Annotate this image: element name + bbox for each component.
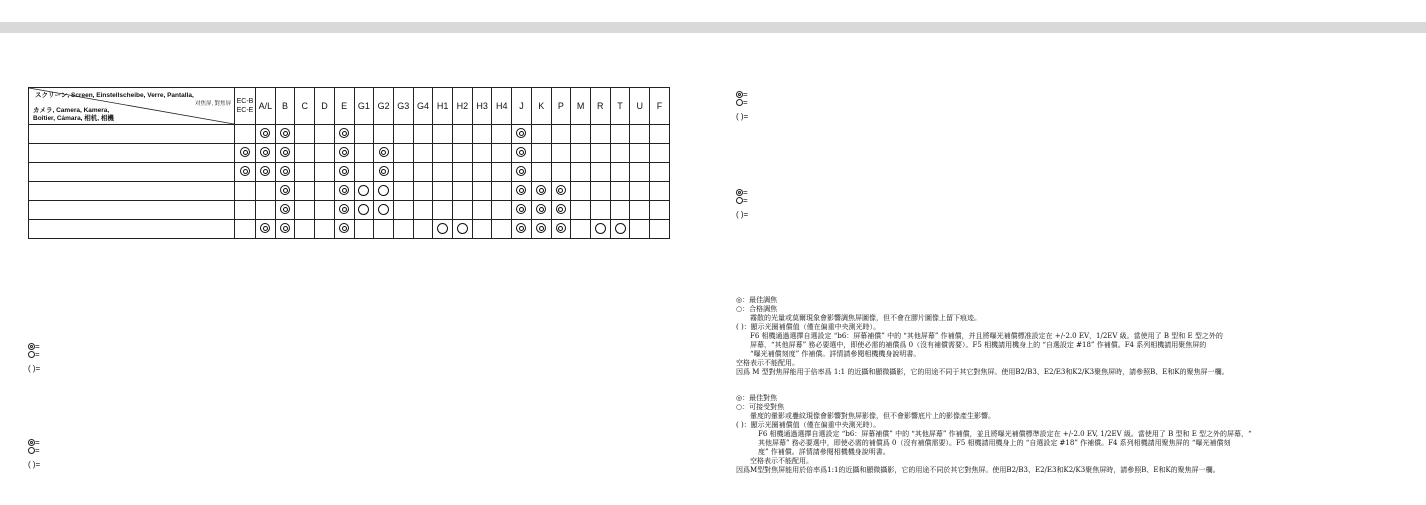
table-cell — [590, 125, 610, 144]
column-header: G2 — [374, 88, 394, 125]
table-cell — [433, 201, 453, 220]
table-cell — [512, 144, 532, 163]
table-cell — [492, 125, 512, 144]
table-cell — [354, 182, 374, 201]
table-cell — [433, 144, 453, 163]
table-cell — [571, 220, 591, 239]
column-header: A/L — [256, 88, 276, 125]
table-cell — [393, 220, 413, 239]
table-cell — [590, 182, 610, 201]
table-cell — [630, 163, 650, 182]
circle-icon — [615, 223, 626, 234]
table-cell — [650, 144, 670, 163]
camera-label-cell — [29, 125, 235, 144]
table-cell — [235, 182, 256, 201]
note-line: 因爲M型對焦屏能用於倍率爲1:1的近攝和顯微攝影，它的用途不同於其它對焦屏。使用B2/B3、E2/E3和K2/K3聚焦屏時，請參照B、E和K的聚焦屏一欄。 — [736, 466, 1220, 474]
table-cell — [571, 144, 591, 163]
table-cell — [393, 144, 413, 163]
table-cell — [374, 144, 394, 163]
table-cell — [453, 201, 473, 220]
double-circle-icon — [516, 147, 526, 157]
double-circle-icon — [260, 128, 270, 138]
table-cell — [492, 182, 512, 201]
double-circle-icon — [280, 147, 290, 157]
double-circle-icon — [516, 128, 526, 138]
table-row — [29, 220, 670, 239]
table-cell — [610, 144, 630, 163]
column-header: H2 — [453, 88, 473, 125]
notes-simplified — [736, 296, 1406, 377]
legend-paren: ( )= — [28, 364, 41, 373]
table-cell — [630, 201, 650, 220]
ec-e-label: EC-E — [236, 107, 254, 114]
double-circle-icon — [339, 204, 349, 214]
double-circle-icon — [736, 91, 743, 98]
table-cell — [571, 125, 591, 144]
notes-traditional — [736, 394, 1406, 475]
table-cell — [512, 220, 532, 239]
table-cell — [256, 163, 276, 182]
table-cell — [393, 182, 413, 201]
table-cell — [374, 182, 394, 201]
double-circle-icon — [379, 147, 389, 157]
table-cell — [235, 125, 256, 144]
table-cell — [492, 144, 512, 163]
note-line: ○：可接受對焦 — [736, 403, 785, 411]
table-cell — [472, 163, 492, 182]
table-cell — [256, 125, 276, 144]
table-cell — [571, 163, 591, 182]
double-circle-icon — [339, 128, 349, 138]
table-cell — [393, 125, 413, 144]
table-cell — [551, 125, 571, 144]
table-cell — [453, 125, 473, 144]
table-cell — [295, 163, 315, 182]
double-circle-icon — [280, 166, 290, 176]
table-cell — [453, 220, 473, 239]
double-circle-icon — [556, 204, 566, 214]
note-line: 屏幕，“其他屏幕” 務必要選中，即使必需的補償爲 0（沒有補償需要）。F5 相機請用機身上的 “自選設定 #18” 作補償。F4 系列相機請用聚焦屏的 — [750, 341, 1207, 349]
circle-icon — [358, 185, 369, 196]
note-line: 空格表示不能配用。 — [736, 359, 799, 367]
legend-paren: ( )= — [736, 112, 749, 121]
note-line: 因爲 M 型對焦屏能用于倍率爲 1:1 的近攝和顯微攝影，它的用途不同于其它對焦屏。使用B2/B3、E2/E3和K2/K3聚焦屏時，請參照B、E和K的聚焦屏一欄。 — [736, 368, 1229, 376]
circle-icon — [28, 351, 35, 358]
table-cell — [512, 163, 532, 182]
table-cell — [413, 125, 433, 144]
table-cell — [413, 182, 433, 201]
circle-icon — [437, 223, 448, 234]
column-header: M — [571, 88, 591, 125]
table-cell — [235, 220, 256, 239]
diagonal-header-cell — [29, 88, 235, 125]
double-circle-icon — [516, 223, 526, 233]
table-cell — [650, 201, 670, 220]
camera-label-cell — [29, 163, 235, 182]
legend-eq: = — [743, 187, 748, 197]
column-header: D — [315, 88, 335, 125]
column-header: U — [630, 88, 650, 125]
column-header: C — [295, 88, 315, 125]
table-cell — [235, 201, 256, 220]
table-cell — [256, 182, 276, 201]
table-cell — [354, 144, 374, 163]
table-cell — [531, 182, 551, 201]
table-cell — [610, 220, 630, 239]
ec-header-cell — [235, 88, 256, 125]
note-line: 度” 作補償。詳情請參閱相機機身說明書。 — [758, 448, 890, 456]
table-cell — [472, 220, 492, 239]
table-cell — [413, 163, 433, 182]
header-screen-zh-label: 对焦屏, 對焦屏 — [194, 101, 231, 107]
table-cell — [256, 201, 276, 220]
legend-block-2 — [28, 438, 40, 469]
table-cell — [551, 163, 571, 182]
table-cell — [531, 125, 551, 144]
table-cell — [334, 144, 354, 163]
table-cell — [295, 125, 315, 144]
double-circle-icon — [280, 204, 290, 214]
double-circle-icon — [28, 343, 35, 350]
table-cell — [315, 125, 335, 144]
legend-block-4 — [736, 188, 748, 219]
double-circle-icon — [240, 166, 250, 176]
table-cell — [531, 163, 551, 182]
table-cell — [374, 125, 394, 144]
table-cell — [393, 201, 413, 220]
table-cell — [610, 182, 630, 201]
note-line: F6 相機通過選擇自選設定 “b6：屏幕補償” 中的 “其他屏幕” 作補償，並且將曝光補償標準設定在 +/-2.0 EV, 1/2EV 級。當使用了 B 型和 E 型之外的屏幕，“ — [758, 430, 1252, 438]
table-cell — [256, 220, 276, 239]
circle-icon — [736, 197, 743, 204]
header-camera-label-2: Boîtier, Cámara, 相机, 相機 — [33, 115, 114, 122]
table-cell — [472, 125, 492, 144]
table-cell — [334, 182, 354, 201]
table-cell — [275, 163, 295, 182]
legend-eq: = — [743, 97, 748, 107]
circle-icon — [378, 204, 389, 215]
table-cell — [590, 163, 610, 182]
table-cell — [571, 201, 591, 220]
table-cell — [531, 144, 551, 163]
table-cell — [354, 163, 374, 182]
screen-compatibility-table — [28, 87, 670, 239]
double-circle-icon — [536, 223, 546, 233]
double-circle-icon — [379, 166, 389, 176]
table-cell — [650, 163, 670, 182]
table-cell — [235, 163, 256, 182]
table-cell — [295, 220, 315, 239]
camera-label-cell — [29, 182, 235, 201]
double-circle-icon — [516, 166, 526, 176]
column-header: F — [650, 88, 670, 125]
note-line: “曝光補償刻度” 作補償。詳情請參閱相機機身說明書。 — [750, 350, 921, 358]
table-cell — [315, 201, 335, 220]
column-header: R — [590, 88, 610, 125]
legend-paren: ( )= — [28, 460, 41, 469]
ec-b-label: EC-B — [236, 98, 254, 105]
circle-icon — [736, 99, 743, 106]
table-cell — [590, 201, 610, 220]
table-cell — [650, 220, 670, 239]
circle-icon — [358, 204, 369, 215]
table-cell — [433, 182, 453, 201]
double-circle-icon — [556, 223, 566, 233]
double-circle-icon — [339, 223, 349, 233]
legend-eq: = — [35, 445, 40, 455]
table-cell — [630, 144, 650, 163]
note-line: 其他屏幕” 務必要選中，即使必需的補償爲 0（沒有補償需要）。F5 相機請用機身上的 “自選設定 #18” 作補償。F4 系列相機請用聚焦屏的 “曝光補償刻 — [758, 439, 1231, 447]
legend-block-3 — [736, 90, 748, 121]
table-cell — [492, 220, 512, 239]
table-cell — [315, 144, 335, 163]
table-cell — [295, 182, 315, 201]
table-cell — [453, 144, 473, 163]
note-line: 霧散的光量或莫爾現象會影響調焦屏圖像，但不會在膠片圖像上留下痕迹。 — [750, 314, 981, 322]
table-cell — [354, 201, 374, 220]
table-cell — [433, 220, 453, 239]
camera-label-cell — [29, 144, 235, 163]
legend-eq: = — [35, 349, 40, 359]
table-cell — [512, 125, 532, 144]
double-circle-icon — [280, 185, 290, 195]
table-cell — [512, 182, 532, 201]
table-cell — [256, 144, 276, 163]
table-cell — [551, 144, 571, 163]
top-gray-bar — [0, 22, 1426, 33]
double-circle-icon — [260, 223, 270, 233]
column-header: J — [512, 88, 532, 125]
double-circle-icon — [260, 166, 270, 176]
column-header: B — [275, 88, 295, 125]
double-circle-icon — [556, 185, 566, 195]
table-row — [29, 163, 670, 182]
column-header: G4 — [413, 88, 433, 125]
table-cell — [354, 125, 374, 144]
column-header: E — [334, 88, 354, 125]
table-cell — [590, 220, 610, 239]
double-circle-icon — [240, 147, 250, 157]
table-cell — [295, 144, 315, 163]
table-cell — [393, 163, 413, 182]
table-cell — [472, 201, 492, 220]
note-line: 暈度的暈影或疊紋現像會影響對焦屏影像，但不會影響底片上的影像產生影響。 — [750, 412, 995, 420]
double-circle-icon — [280, 128, 290, 138]
header-camera-label: カメラ, Camera, Kamera, — [33, 107, 110, 114]
column-header: H4 — [492, 88, 512, 125]
table-cell — [413, 220, 433, 239]
table-cell — [374, 201, 394, 220]
table-cell — [551, 201, 571, 220]
legend-eq: = — [743, 195, 748, 205]
legend-eq: = — [743, 89, 748, 99]
table-cell — [630, 220, 650, 239]
table-row — [29, 144, 670, 163]
table-cell — [334, 220, 354, 239]
table-cell — [610, 163, 630, 182]
camera-label-cell — [29, 220, 235, 239]
table-cell — [275, 182, 295, 201]
note-line: ◎：最佳對焦 — [736, 394, 778, 402]
table-cell — [610, 201, 630, 220]
column-header: H1 — [433, 88, 453, 125]
table-cell — [235, 144, 256, 163]
table-cell — [472, 144, 492, 163]
table-row — [29, 125, 670, 144]
legend-eq: = — [35, 341, 40, 351]
legend-eq: = — [35, 437, 40, 447]
table-cell — [315, 220, 335, 239]
double-circle-icon — [736, 189, 743, 196]
table-cell — [650, 182, 670, 201]
table-cell — [492, 201, 512, 220]
note-line: F6 相機通過選擇自選設定 “b6：屏幕補償” 中的 “其他屏幕” 作補償，并且將曝光補償標准設定在 +/-2.0 EV，1/2EV 級。當使用了 B 型和 E 型之外的 — [750, 332, 1223, 340]
table-cell — [551, 182, 571, 201]
note-line: ○：合格調焦 — [736, 305, 778, 313]
circle-icon — [595, 223, 606, 234]
table-cell — [492, 163, 512, 182]
table-cell — [551, 220, 571, 239]
table-cell — [295, 201, 315, 220]
table-cell — [275, 220, 295, 239]
table-cell — [334, 125, 354, 144]
table-cell — [354, 220, 374, 239]
column-header: H3 — [472, 88, 492, 125]
table-cell — [334, 201, 354, 220]
legend-paren: ( )= — [736, 210, 749, 219]
note-line: ( )：顯示光圈補償值（僅在偏重中央測光時）。 — [736, 323, 881, 331]
table-cell — [433, 125, 453, 144]
double-circle-icon — [536, 185, 546, 195]
table-cell — [453, 182, 473, 201]
column-header: K — [531, 88, 551, 125]
header-screen-label: スクリーン, Screen, Einstellscheibe, Verre, Pantalla, — [35, 92, 194, 99]
legend-block-1 — [28, 342, 40, 373]
table-row — [29, 182, 670, 201]
table-cell — [531, 220, 551, 239]
table-cell — [571, 182, 591, 201]
double-circle-icon — [339, 185, 349, 195]
table-cell — [275, 144, 295, 163]
double-circle-icon — [536, 204, 546, 214]
column-header: T — [610, 88, 630, 125]
table-cell — [374, 163, 394, 182]
table-cell — [453, 163, 473, 182]
table-cell — [275, 201, 295, 220]
circle-icon — [457, 223, 468, 234]
double-circle-icon — [339, 166, 349, 176]
column-header: G3 — [393, 88, 413, 125]
table-cell — [512, 201, 532, 220]
double-circle-icon — [516, 185, 526, 195]
table-cell — [630, 125, 650, 144]
table-row — [29, 201, 670, 220]
table-cell — [334, 163, 354, 182]
table-cell — [413, 201, 433, 220]
table-cell — [650, 125, 670, 144]
table-cell — [433, 163, 453, 182]
double-circle-icon — [516, 204, 526, 214]
table-cell — [531, 201, 551, 220]
double-circle-icon — [260, 147, 270, 157]
note-line: ( )：顯示光圈補償值（僅在偏重中央測光時）。 — [736, 421, 881, 429]
circle-icon — [378, 185, 389, 196]
table-cell — [315, 163, 335, 182]
camera-label-cell — [29, 201, 235, 220]
column-header: G1 — [354, 88, 374, 125]
table-cell — [315, 182, 335, 201]
double-circle-icon — [280, 223, 290, 233]
note-line: ◎：最佳調焦 — [736, 296, 778, 304]
table-cell — [413, 144, 433, 163]
double-circle-icon — [339, 147, 349, 157]
table-cell — [275, 125, 295, 144]
table-cell — [610, 125, 630, 144]
double-circle-icon — [28, 439, 35, 446]
table-header-row — [29, 88, 670, 125]
table-cell — [590, 144, 610, 163]
table-cell — [374, 220, 394, 239]
table-cell — [472, 182, 492, 201]
table-cell — [630, 182, 650, 201]
circle-icon — [28, 447, 35, 454]
note-line: 空格表示不能配用。 — [750, 457, 813, 465]
column-header: P — [551, 88, 571, 125]
